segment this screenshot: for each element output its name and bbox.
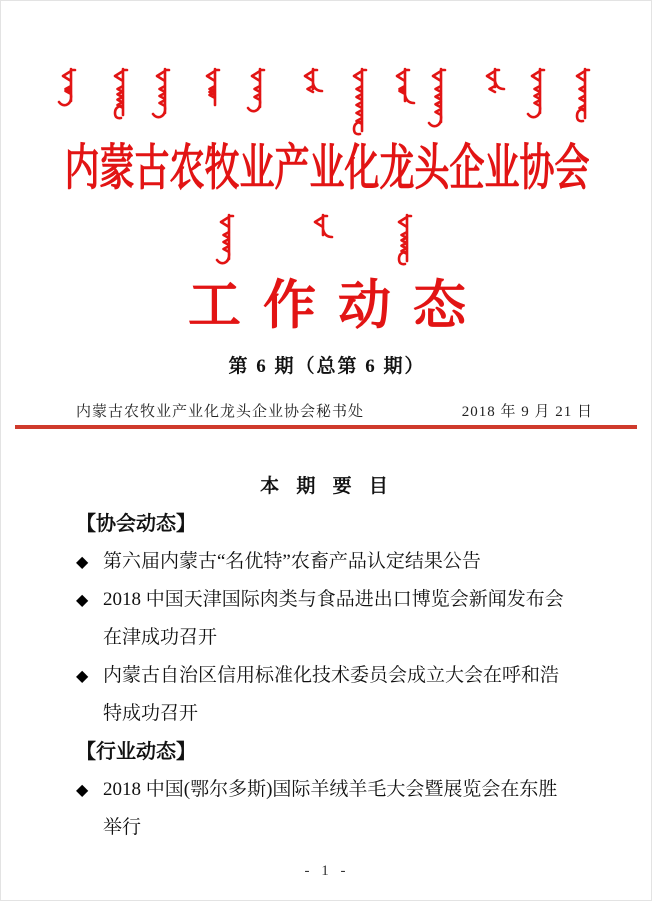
toc-item: [76, 581, 601, 619]
toc-item: [76, 543, 601, 581]
diamond-bullet-icon: ◆: [76, 552, 89, 571]
publisher-row: [76, 400, 593, 421]
issue-number-line: 第 6 期（总第 6 期）: [228, 356, 426, 377]
toc-item-continuation: [76, 695, 601, 733]
page-number: - 1 -: [304, 863, 350, 879]
toc-section-label: 【行业动态】: [76, 741, 196, 763]
org-name-title: 内蒙古农牧业产业化龙头企业协会: [64, 140, 590, 196]
diamond-bullet-icon: ◆: [76, 666, 89, 685]
diamond-bullet-icon: ◆: [76, 780, 89, 799]
toc-item-text: 特成功召开: [103, 703, 199, 724]
masthead-rule: [15, 425, 637, 429]
publication-date: 2018 年 9 月 21 日: [461, 404, 593, 420]
toc-item-text: 第六届内蒙古“名优特”农畜产品认定结果公告: [103, 551, 481, 572]
toc-item-text: 举行: [103, 817, 142, 838]
diamond-bullet-icon: ◆: [76, 590, 89, 609]
toc-heading: 本 期 要 目: [260, 476, 394, 497]
toc-item: [76, 771, 601, 809]
toc-item: [76, 657, 601, 695]
toc-body: [76, 505, 601, 847]
toc-item-text: 2018 中国(鄂尔多斯)国际羊绒羊毛大会暨展览会在东胜: [103, 779, 558, 800]
bulletin-title: 工作动态: [188, 277, 488, 335]
publisher-name: 内蒙古农牧业产业化龙头企业协会秘书处: [76, 404, 365, 420]
toc-item-continuation: [76, 619, 601, 657]
toc-section-label: 【协会动态】: [76, 513, 196, 535]
toc-item-text: 2018 中国天津国际肉类与食品进出口博览会新闻发布会: [103, 589, 564, 610]
toc-item-continuation: [76, 809, 601, 847]
toc-item-text: 在津成功召开: [103, 627, 218, 648]
toc-item-text: 内蒙古自治区信用标准化技术委员会成立大会在呼和浩: [103, 665, 560, 686]
